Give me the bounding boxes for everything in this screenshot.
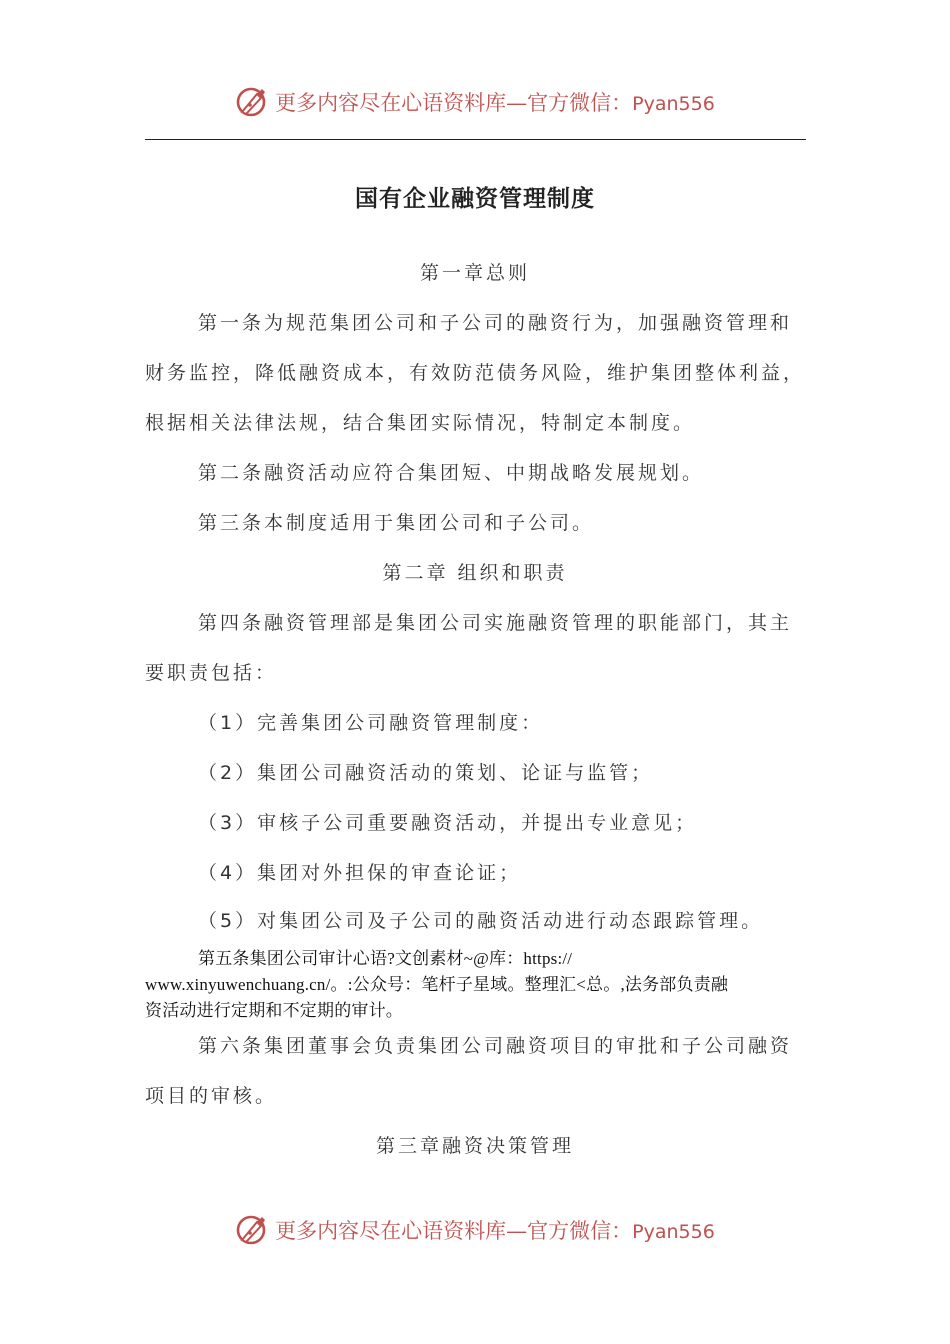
duty-item-5: （5）对集团公司及子公司的融资活动进行动态跟踪管理。	[198, 910, 764, 932]
article-6-line-2: 项目的审核。	[145, 1085, 278, 1107]
duty-item-3: （3）审核子公司重要融资活动，并提出专业意见；	[198, 812, 698, 834]
article-5-line-3: 资活动进行定期和不定期的审计。	[145, 1001, 403, 1020]
banner-wechat-id: Pyan556	[632, 93, 715, 115]
header-banner	[0, 82, 950, 122]
article-1-line-2: 财务监控，降低融资成本，有效防范债务风险，维护集团整体利益，	[145, 362, 806, 384]
chapter-3-heading: 第三章融资决策管理	[375, 1135, 574, 1157]
pen-nib-logo-icon	[235, 85, 269, 119]
chapter-2-heading: 第二章 组织和职责	[382, 562, 568, 584]
article-6-line-1: 第六条集团董事会负责集团公司融资项目的审批和子公司融资	[198, 1035, 793, 1057]
header-divider	[145, 139, 806, 140]
banner-main-text: 更多内容尽在心语资料库—官方微信：	[275, 1219, 633, 1243]
duty-item-2: （2）集团公司融资活动的策划、论证与监管；	[198, 762, 654, 784]
duty-item-4: （4）集团对外担保的审查论证；	[198, 862, 522, 884]
chapter-1-heading: 第一章总则	[419, 262, 530, 284]
article-5-line-1: 第五条集团公司审计心语?文创素材~@库：https://	[198, 949, 573, 968]
article-4-line-1: 第四条融资管理部是集团公司实施融资管理的职能部门，其主	[198, 612, 793, 634]
article-2: 第二条融资活动应符合集团短、中期战略发展规划。	[198, 462, 705, 484]
banner-text	[275, 87, 715, 117]
banner-main-text: 更多内容尽在心语资料库—官方微信：	[275, 91, 633, 115]
article-3: 第三条本制度适用于集团公司和子公司。	[198, 512, 595, 534]
footer-banner	[0, 1210, 950, 1250]
article-1-line-3: 根据相关法律法规，结合集团实际情况，特制定本制度。	[145, 412, 696, 434]
duty-item-1: （1）完善集团公司融资管理制度：	[198, 712, 544, 734]
banner-text	[275, 1215, 715, 1245]
article-1-line-1: 第一条为规范集团公司和子公司的融资行为，加强融资管理和	[198, 312, 793, 334]
document-title: 国有企业融资管理制度	[355, 185, 595, 212]
pen-nib-logo-icon	[235, 1213, 269, 1247]
article-5-line-2: www.xinyuwenchuang.cn/。:公众号：笔杆子星域。整理汇<总。,法务部负责融	[145, 975, 729, 994]
banner-wechat-id: Pyan556	[632, 1221, 715, 1243]
article-4-line-2: 要职责包括：	[145, 662, 278, 684]
